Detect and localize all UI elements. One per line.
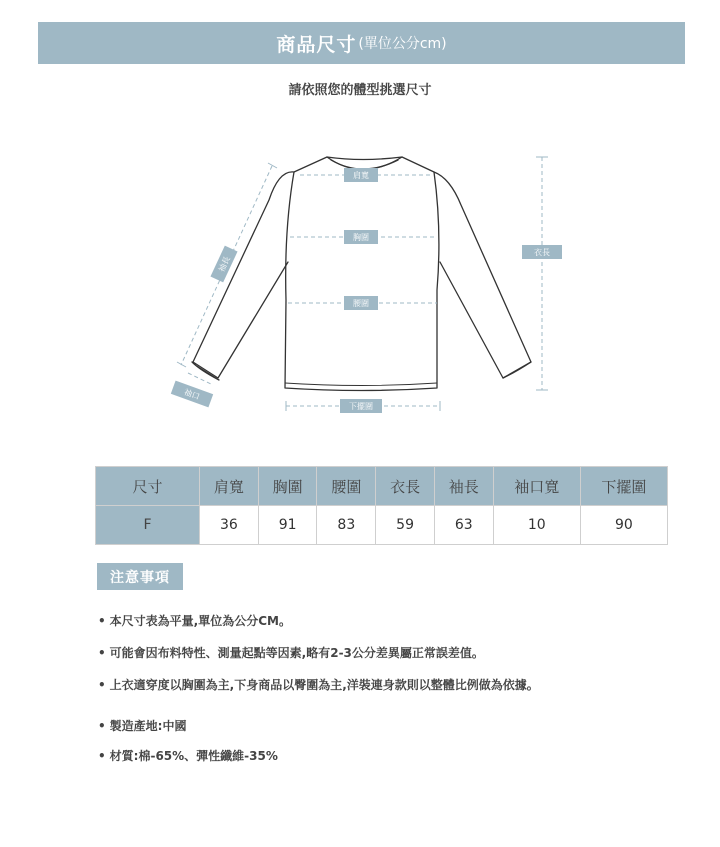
title-banner [38, 22, 685, 64]
svg-text:袖長: 袖長 [216, 255, 232, 274]
note-item: • 上衣適穿度以胸圍為主,下身商品以臀圍為主,洋裝連身款則以整體比例做為依據。 [98, 678, 539, 692]
svg-text:胸圍: 胸圍 [353, 233, 369, 242]
label-length [522, 245, 562, 259]
value-cell: 83 [317, 506, 376, 545]
header-cell: 袖口寬 [493, 467, 580, 506]
note-item: • 本尺寸表為平量,單位為公分CM。 [98, 614, 291, 628]
measure-lines [181, 157, 542, 406]
svg-text:袖口: 袖口 [182, 387, 201, 402]
value-cell: 91 [258, 506, 317, 545]
note-item: • 製造產地:中國 [98, 719, 187, 733]
svg-text:肩寬: 肩寬 [353, 171, 369, 180]
table-row [96, 506, 668, 545]
label-cuff [171, 381, 213, 408]
value-cell: 36 [200, 506, 259, 545]
header-cell: 袖長 [434, 467, 493, 506]
garment-diagram [0, 140, 720, 430]
header-cell: 腰圍 [317, 467, 376, 506]
svg-text:下擺圍: 下擺圍 [349, 402, 373, 411]
header-cell: 下擺圍 [580, 467, 667, 506]
unit-label: (單位公分cm) [358, 36, 447, 52]
value-cell: 90 [580, 506, 667, 545]
notes-title: 注意事項 [97, 563, 183, 590]
size-table [95, 466, 668, 545]
value-cell: 63 [434, 506, 493, 545]
note-item: • 材質:棉-65%、彈性纖維-35% [98, 749, 278, 763]
value-cell: 59 [376, 506, 435, 545]
header-cell: 衣長 [376, 467, 435, 506]
header-cell: 肩寬 [200, 467, 259, 506]
page-title: 商品尺寸 [276, 33, 357, 56]
page-subtitle: 請依照您的體型挑選尺寸 [288, 83, 432, 98]
value-cell: 10 [493, 506, 580, 545]
label-hem [340, 399, 382, 413]
label-shoulder [344, 168, 378, 182]
note-item: • 可能會因布料特性、測量起點等因素,略有2-3公分差異屬正常誤差值。 [98, 646, 484, 660]
size-table-header [96, 467, 668, 506]
sweater-outline [192, 157, 531, 391]
label-chest [344, 230, 378, 244]
size-cell: F [96, 506, 200, 545]
header-cell: 尺寸 [96, 467, 200, 506]
label-waist [344, 296, 378, 310]
svg-text:衣長: 衣長 [534, 248, 550, 257]
svg-text:腰圍: 腰圍 [353, 299, 369, 308]
header-cell: 胸圍 [258, 467, 317, 506]
measure-ticks [177, 157, 548, 411]
